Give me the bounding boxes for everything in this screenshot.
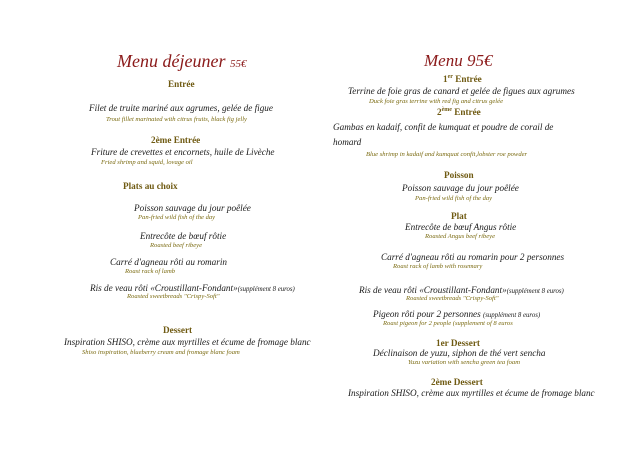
lunch-plat2-fr: Entrecôte de bœuf rôtie	[140, 231, 227, 241]
menu95-plat4-en: Roast pigeon for 2 people (supplement of 8 euros	[383, 320, 513, 327]
menu95-plat1-en: Roasted Angus beef ribeye	[425, 233, 496, 240]
menu95-entree1-sup: er	[447, 74, 453, 80]
lunch-entree-heading: Entrée	[168, 79, 195, 89]
menu95-entree1-num: 1	[443, 74, 448, 85]
menu95-plat3	[359, 285, 564, 295]
lunch-entree-en: Trout fillet marinated with citrus fruits, black fig jelly	[106, 116, 247, 123]
menu95-dessert1-heading: 1er Dessert	[436, 338, 480, 348]
lunch-menu-title	[117, 51, 246, 72]
lunch-dessert-en: Shiso inspiration, blueberry cream and fromage blanc foam	[82, 349, 240, 356]
lunch-plat4-en: Roasted sweetbreads "Crispy-Soft"	[127, 293, 220, 300]
lunch-entree2-fr: Friture de crevettes et encornets, huile de Livèche	[91, 147, 275, 157]
lunch-plat4	[90, 283, 295, 293]
lunch-plat4-supp: (supplément 8 euros)	[237, 286, 295, 293]
menu95-entree2-sup: ème	[441, 107, 452, 113]
lunch-menu-price: 55€	[229, 58, 247, 70]
menu95-entree1-fr: Terrine de foie gras de canard et gelée de figues aux agrumes	[348, 86, 575, 96]
menu95-title: Menu 95€	[424, 51, 493, 70]
lunch-plat4-fr: Ris de veau rôti «Croustillant-Fondant»	[90, 283, 238, 293]
menu95-poisson-en: Pan-fried wild fish of the day	[415, 195, 493, 202]
menu95-entree1-word: Entrée	[452, 74, 482, 85]
menu95-poisson-heading: Poisson	[444, 170, 474, 180]
menu95-entree2-word: Entrée	[451, 107, 481, 118]
menu95-entree2-fr-line1: Gambas en kadaif, confit de kumquat et poudre de corail de	[333, 122, 554, 132]
menu95-poisson-fr: Poisson sauvage du jour poêlée	[402, 183, 519, 193]
lunch-plat2-en: Roasted beef ribeye	[150, 242, 202, 249]
menu95-dessert2-heading: 2ème Dessert	[431, 377, 483, 387]
lunch-plats-heading: Plats au choix	[123, 181, 178, 191]
menu95-plat3-en: Roasted sweetbreads "Crispy-Soft"	[406, 295, 499, 302]
menu95-plat3-supp: (supplément 8 euros)	[506, 288, 564, 295]
menu95-entree2-num: 2	[437, 107, 442, 118]
menu95-plat-heading: Plat	[451, 211, 467, 221]
menu95-plat1-fr: Entrecôte de bœuf Angus rôtie	[405, 222, 517, 232]
lunch-plat1-fr: Poisson sauvage du jour poêlée	[134, 203, 251, 213]
menu95-plat2-fr: Carré d'agneau rôti au romarin pour 2 personnes	[381, 252, 565, 262]
lunch-entree-fr: Filet de truite mariné aux agrumes, gelée de figue	[89, 103, 273, 113]
menu95-dessert1-fr: Déclinaison de yuzu, siphon de thé vert sencha	[373, 348, 546, 358]
menu95-entree1-heading	[443, 74, 482, 84]
lunch-menu-title-text: Menu déjeuner	[117, 51, 230, 71]
lunch-dessert-fr: Inspiration SHISO, crème aux myrtilles et écume de fromage blanc	[64, 337, 311, 347]
lunch-dessert-heading: Dessert	[163, 325, 193, 335]
menu95-entree2-en: Blue shrimp in kadaif and kumquat confit,lobster roe powder	[366, 151, 528, 158]
lunch-plat3-en: Roast rack of lamb	[125, 268, 175, 275]
menu95-plat3-fr: Ris de veau rôti «Croustillant-Fondant»	[359, 285, 507, 295]
lunch-entree2-heading: 2ème Entrée	[151, 135, 201, 145]
menu95-dessert2-fr: Inspiration SHISO, crème aux myrtilles et écume de fromage blanc	[348, 388, 595, 398]
lunch-entree2-en: Fried shrimp and squid, lovage oil	[101, 159, 193, 166]
lunch-plat3-fr: Carré d'agneau rôti au romarin	[110, 257, 227, 267]
menu95-dessert1-en: Yuzu variation with sencha green tea foam	[408, 359, 520, 366]
lunch-plat1-en: Pan-fried wild fish of the day	[138, 214, 216, 221]
menu95-plat2-en: Roast rack of lamb with rosemary	[393, 263, 483, 270]
menu95-entree2-heading	[437, 107, 481, 117]
menu95-plat4-supp: (supplément 8 euros)	[483, 312, 541, 319]
menu95-entree1-en: Duck foie gras terrine with red fig and citrus gelée	[369, 98, 503, 105]
menu95-entree2-fr-line2: homard	[333, 137, 362, 147]
menu95-plat4-fr: Pigeon rôti pour 2 personnes	[373, 309, 483, 319]
menu95-plat4	[373, 309, 540, 319]
